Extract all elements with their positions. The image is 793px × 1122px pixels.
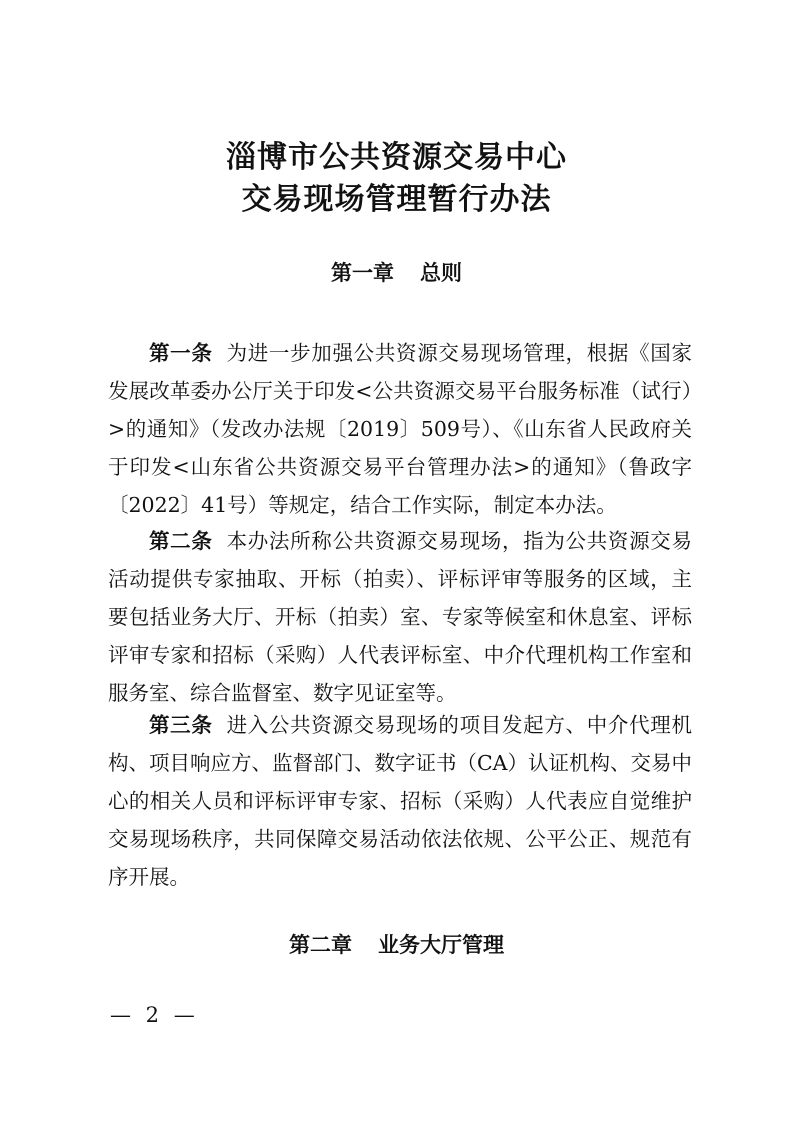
chapter-label: 第二章 xyxy=(289,933,352,957)
article-heading: 第三条 xyxy=(149,713,213,737)
article-heading: 第一条 xyxy=(149,341,213,365)
article-text: 为进一步加强公共资源交易现场管理，根据《国家发展改革委办公厅关于印发<公共资源交易平台服务标准（试行）>的通知》（发改办法规〔2019〕509号）、《山东省人民政府关于印发<山东省公共资源交易平台管理办法>的通知》（鲁政字〔2022〕41号）等规定，结合工作实际，制定本办法。 xyxy=(108,341,692,517)
article-text: 进入公共资源交易现场的项目发起方、中介代理机构、项目响应方、监督部门、数字证书（CA）认证机构、交易中心的相关人员和评标评审专家、招标（采购）人代表应自觉维护交易现场秩序，共同保障交易活动依法依规、公平公正、规范有序开展。 xyxy=(108,713,692,889)
chapter-label: 第一章 xyxy=(331,261,394,285)
article-3 xyxy=(108,706,692,896)
article-2 xyxy=(108,522,692,712)
chapter-name: 业务大厅管理 xyxy=(378,933,504,957)
chapter-heading-2 xyxy=(0,930,793,960)
chapter-name: 总则 xyxy=(420,261,462,285)
article-text: 本办法所称公共资源交易现场，指为公共资源交易活动提供专家抽取、开标（拍卖）、评标评审等服务的区域，主要包括业务大厅、开标（拍卖）室、专家等候室和休息室、评标评审专家和招标（采购）人代表评标室、中介代理机构工作室和服务室、综合监督室、数字见证室等。 xyxy=(108,529,692,705)
page-number: — 2 — xyxy=(110,1003,199,1027)
article-heading: 第二条 xyxy=(149,529,213,553)
document-title-line2: 交易现场管理暂行办法 xyxy=(241,182,552,217)
document-title-line1: 淄博市公共资源交易中心 xyxy=(226,140,567,175)
chapter-heading-1 xyxy=(0,258,793,288)
article-1 xyxy=(108,334,692,524)
